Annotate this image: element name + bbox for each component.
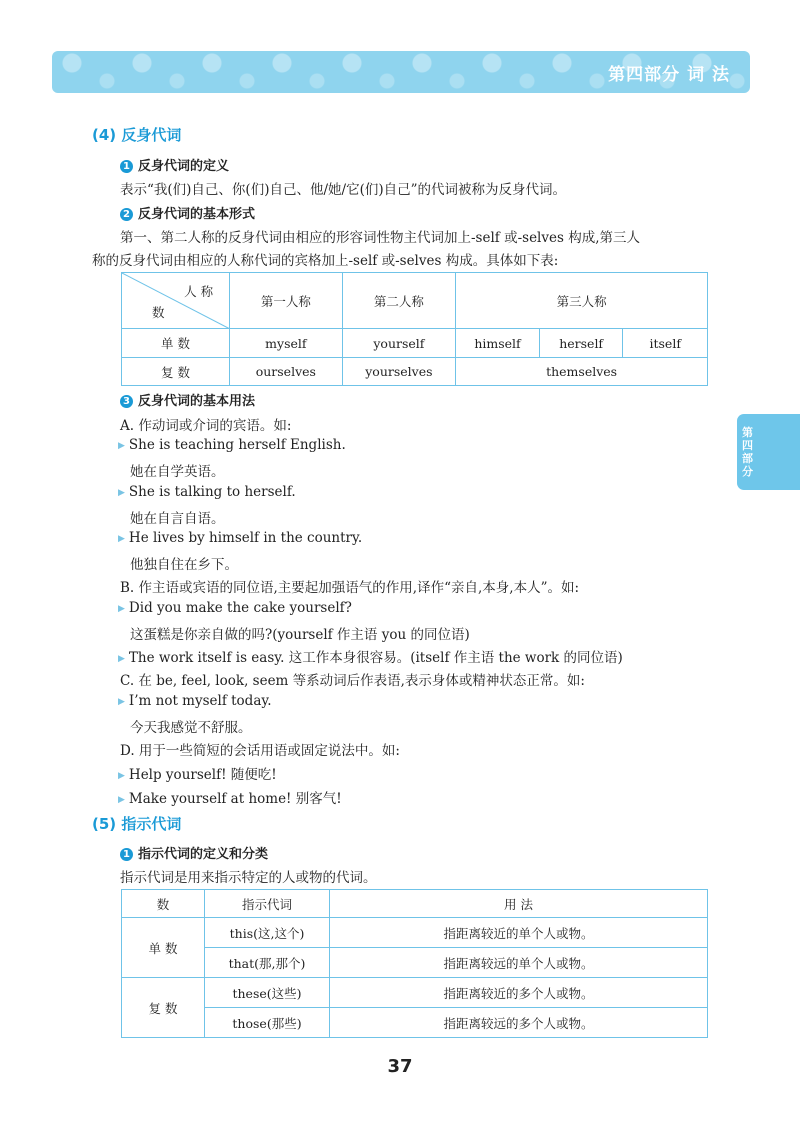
form-text-line2: 称的反身代词由相应的人称代词的宾格加上-self 或-selves 构成。具体如下表: [92, 253, 559, 269]
definition-text: 表示“我(们)自己、你(们)自己、他/她/它(们)自己”的代词被称为反身代词。 [120, 182, 567, 198]
usage-B: B. 作主语或宾语的同位语,主要起加强语气的作用,译作“亲自,本身,本人”。如: [120, 580, 580, 596]
subheading-demonstrative-def [120, 843, 268, 862]
usage-A: A. 作动词或介词的宾语。如: [120, 418, 292, 434]
header-usage: 用 法 [330, 890, 708, 918]
form-text-line1: 第一、第二人称的反身代词由相应的形容词性物主代词加上-self 或-selves 构成,第三人 [120, 230, 641, 246]
usage-D: D. 用于一些简短的会话用语或固定说法中。如: [120, 743, 400, 759]
cell-pronoun: that(那,那个) [205, 948, 330, 978]
header-pronoun: 指示代词 [205, 890, 330, 918]
subheading-text: 反身代词的基本形式 [138, 207, 256, 222]
header-first-person: 第一人称 [230, 273, 343, 329]
cell-usage: 指距离较近的单个人或物。 [330, 918, 708, 948]
cell-itself: itself [623, 329, 708, 358]
header-number: 数 [122, 890, 205, 918]
example-item [118, 787, 342, 807]
subheading-text: 反身代词的定义 [138, 159, 230, 174]
example-en: Make yourself at home! 别客气! [128, 791, 342, 807]
example-item [118, 530, 362, 546]
cell-herself: herself [539, 329, 623, 358]
cell-himself: himself [456, 329, 540, 358]
example-zh: 这蛋糕是你亲自做的吗?(yourself 作主语 you 的同位语) [130, 627, 470, 643]
header-second-person: 第二人称 [342, 273, 456, 329]
example-item [118, 763, 277, 783]
row-label-singular: 单 数 [122, 329, 230, 358]
subheading-text: 指示代词的定义和分类 [138, 847, 269, 862]
number-badge: 2 [120, 208, 133, 221]
cell-usage: 指距离较近的多个人或物。 [330, 978, 708, 1008]
example-zh: 他独自住在乡下。 [130, 557, 238, 573]
example-en: She is teaching herself English. [128, 437, 346, 453]
subheading-usage [120, 390, 255, 409]
triangle-bullet-icon: ▶ [118, 771, 125, 781]
diagonal-header-cell [122, 273, 230, 329]
cell-themselves: themselves [456, 358, 708, 386]
section-heading-demonstrative: (5) 指示代词 [92, 815, 182, 833]
example-zh: 她在自言自语。 [130, 511, 225, 527]
number-badge: 1 [120, 160, 133, 173]
row-label-plural: 复 数 [122, 978, 205, 1038]
cell-pronoun: these(这些) [205, 978, 330, 1008]
triangle-bullet-icon: ▶ [118, 697, 125, 707]
example-zh: 她在自学英语。 [130, 464, 225, 480]
reflexive-pronoun-table [121, 272, 708, 386]
triangle-bullet-icon: ▶ [118, 488, 125, 498]
cell-myself: myself [230, 329, 343, 358]
diag-top-label: 人 称 [184, 284, 214, 299]
cell-ourselves: ourselves [230, 358, 343, 386]
subheading-text: 反身代词的基本用法 [138, 394, 256, 409]
number-badge: 3 [120, 395, 133, 408]
example-item [118, 646, 623, 666]
row-label-plural: 复 数 [122, 358, 230, 386]
cell-yourself: yourself [342, 329, 456, 358]
triangle-bullet-icon: ▶ [118, 795, 125, 805]
subheading-form [120, 203, 255, 222]
demonstrative-pronoun-table [121, 889, 708, 1038]
triangle-bullet-icon: ▶ [118, 441, 125, 451]
page-header-banner [52, 51, 750, 93]
example-en: Did you make the cake yourself? [128, 600, 352, 616]
example-en: He lives by himself in the country. [128, 530, 363, 546]
cell-usage: 指距离较远的多个人或物。 [330, 1008, 708, 1038]
cell-usage: 指距离较远的单个人或物。 [330, 948, 708, 978]
triangle-bullet-icon: ▶ [118, 654, 125, 664]
subheading-definition [120, 155, 229, 174]
example-item [118, 693, 272, 709]
usage-C: C. 在 be, feel, look, seem 等系动词后作表语,表示身体或精神状态正常。如: [120, 673, 585, 689]
example-en: Help yourself! 随便吃! [128, 767, 277, 783]
side-tab-label: 第四部分 [742, 426, 753, 478]
header-title: 第四部分 词 法 [608, 65, 730, 85]
diag-bottom-label: 数 [152, 305, 165, 320]
cell-pronoun: this(这,这个) [205, 918, 330, 948]
cell-pronoun: those(那些) [205, 1008, 330, 1038]
number-badge: 1 [120, 848, 133, 861]
example-zh: 今天我感觉不舒服。 [130, 720, 252, 736]
diagonal-line [122, 273, 230, 329]
triangle-bullet-icon: ▶ [118, 604, 125, 614]
row-label-singular: 单 数 [122, 918, 205, 978]
side-section-tab[interactable] [737, 414, 800, 490]
demonstrative-def-text: 指示代词是用来指示特定的人或物的代词。 [120, 870, 377, 886]
header-third-person: 第三人称 [456, 273, 708, 329]
example-en: She is talking to herself. [128, 484, 296, 500]
example-en: The work itself is easy. 这工作本身很容易。(itself 作主语 the work 的同位语) [128, 650, 623, 666]
example-item [118, 437, 346, 453]
cell-yourselves: yourselves [342, 358, 456, 386]
page-number: 37 [387, 1056, 413, 1077]
section-heading-reflexive: (4) 反身代词 [92, 126, 182, 144]
example-item [118, 600, 352, 616]
triangle-bullet-icon: ▶ [118, 534, 125, 544]
example-item [118, 484, 296, 500]
example-en: I’m not myself today. [128, 693, 272, 709]
